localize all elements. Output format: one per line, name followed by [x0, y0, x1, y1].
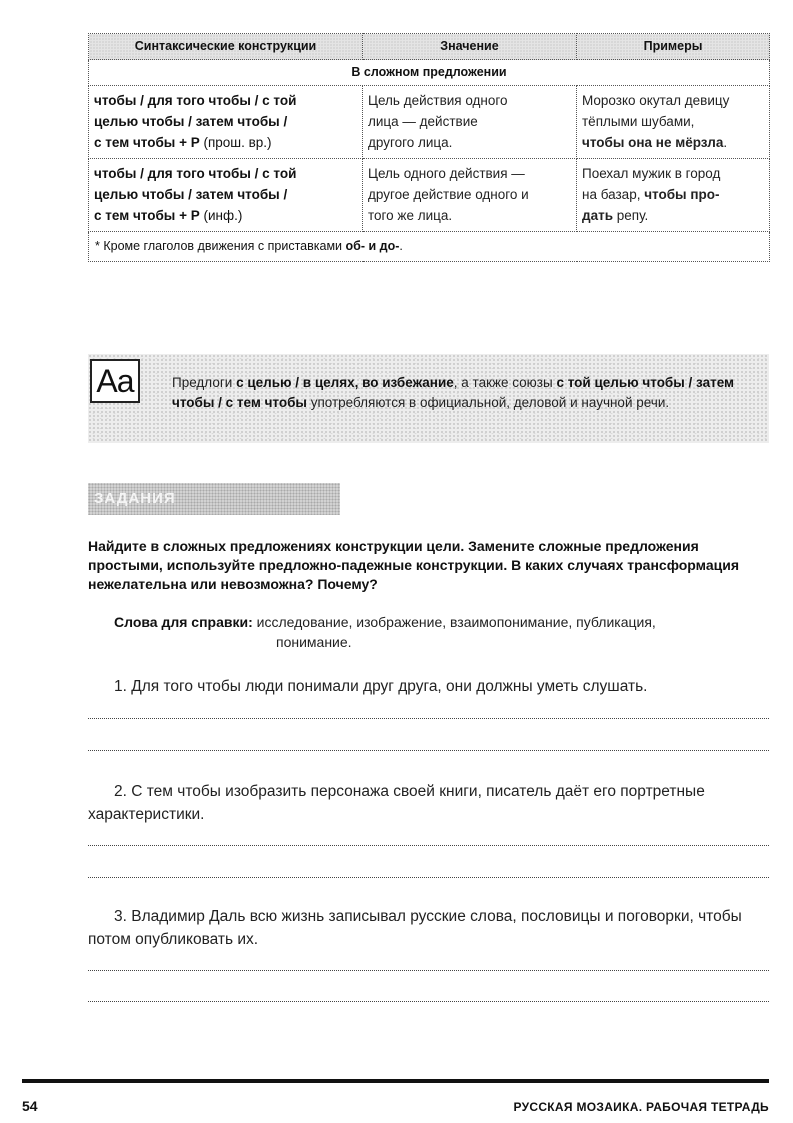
construction-cell: [89, 86, 363, 159]
info-box: [88, 354, 769, 443]
header-examples: Примеры: [577, 34, 770, 60]
section-title: В сложном предложении: [89, 60, 770, 86]
info-text: [172, 373, 768, 413]
construction-line: с тем чтобы + Р: [94, 135, 200, 150]
answer-line[interactable]: [88, 970, 769, 971]
meaning-line: другого лица.: [368, 135, 453, 150]
exercise-1: 1. Для того чтобы люди понимали друг друга, они должны уметь слушать.: [114, 678, 648, 695]
info-text-part: употребляются в официальной, деловой и научной речи.: [306, 395, 670, 410]
task-instruction: Найдите в сложных предложениях конструкции цели. Замените сложные предложения простыми, используйте предложно-падежные конструкции. В каких случаях трансформация нежелательна или невозможна? Почему?: [88, 538, 740, 592]
construction-cell: [89, 159, 363, 232]
meaning-line: другое действие одного и: [368, 187, 529, 202]
meaning-line: лица — действие: [368, 114, 478, 129]
tasks-header: ЗАДАНИЯ: [88, 483, 340, 515]
construction-line: чтобы / для того чтобы / с той: [94, 166, 297, 181]
footnote-end: .: [399, 239, 403, 253]
footnote: [89, 232, 770, 262]
header-constructions: Синтаксические конструкции: [89, 34, 363, 60]
grammar-table: [88, 33, 770, 262]
construction-line: целью чтобы / затем чтобы /: [94, 187, 288, 202]
reference-words-line: исследование, изображение, взаимопонимание, публикация,: [252, 614, 656, 630]
construction-line: целью чтобы / затем чтобы /: [94, 114, 288, 129]
table-row: [89, 159, 770, 232]
example-end: .: [723, 135, 728, 150]
aa-icon: Aa: [90, 359, 140, 403]
exercise-3: 3. Владимир Даль всю жизнь записывал русские слова, пословицы и поговорки, чтобы потом опубликовать их.: [88, 908, 742, 948]
construction-line: с тем чтобы + Р: [94, 208, 200, 223]
table-section-row: [89, 60, 770, 86]
example-bold: чтобы она не мёрзла: [582, 135, 724, 150]
exercise-2: 2. С тем чтобы изобразить персонажа своей книги, писатель даёт его портретные характеристики.: [88, 783, 705, 823]
answer-line[interactable]: [88, 718, 769, 719]
info-text-bold: с целью / в целях, во избежание: [236, 375, 454, 390]
footnote-text: * Кроме глаголов движения с приставками: [95, 239, 346, 253]
info-text-part: Предлоги: [172, 375, 237, 390]
header-meaning: Значение: [363, 34, 577, 60]
answer-line[interactable]: [88, 845, 769, 846]
example-bold: дать: [582, 208, 613, 223]
meaning-cell: [363, 159, 577, 232]
meaning-line: Цель одного действия —: [368, 166, 525, 181]
table-header-row: [89, 34, 770, 60]
reference-label: Слова для справки:: [114, 614, 253, 630]
meaning-cell: [363, 86, 577, 159]
example-cell: [577, 86, 770, 159]
example-cell: [577, 159, 770, 232]
info-text-part: , а также союзы: [453, 375, 557, 390]
example-line: тёплыми шубами,: [582, 114, 695, 129]
footnote-bold: об- и до-: [345, 239, 400, 253]
example-line: Поехал мужик в город: [582, 166, 721, 181]
answer-line[interactable]: [88, 750, 769, 751]
example-line: на базар,: [582, 187, 645, 202]
example-end: репу.: [613, 208, 649, 223]
construction-line: чтобы / для того чтобы / с той: [94, 93, 297, 108]
reference-words-line: понимание.: [276, 634, 352, 650]
page-number: 54: [22, 1098, 38, 1114]
answer-line[interactable]: [88, 877, 769, 878]
meaning-line: того же лица.: [368, 208, 453, 223]
book-title: РУССКАЯ МОЗАИКА. РАБОЧАЯ ТЕТРАДЬ: [513, 1100, 769, 1114]
construction-note: (прош. вр.): [199, 135, 272, 150]
answer-line[interactable]: [88, 1001, 769, 1002]
table-footnote-row: [89, 232, 770, 262]
example-bold: чтобы про-: [644, 187, 720, 202]
table-row: [89, 86, 770, 159]
construction-note: (инф.): [199, 208, 243, 223]
example-line: Морозко окутал девицу: [582, 93, 730, 108]
info-text-bold: с той целью чтобы / затем чтобы / с тем чтобы: [172, 375, 735, 410]
meaning-line: Цель действия одного: [368, 93, 508, 108]
reference-words: [114, 612, 769, 652]
footer-rule: [22, 1079, 769, 1083]
